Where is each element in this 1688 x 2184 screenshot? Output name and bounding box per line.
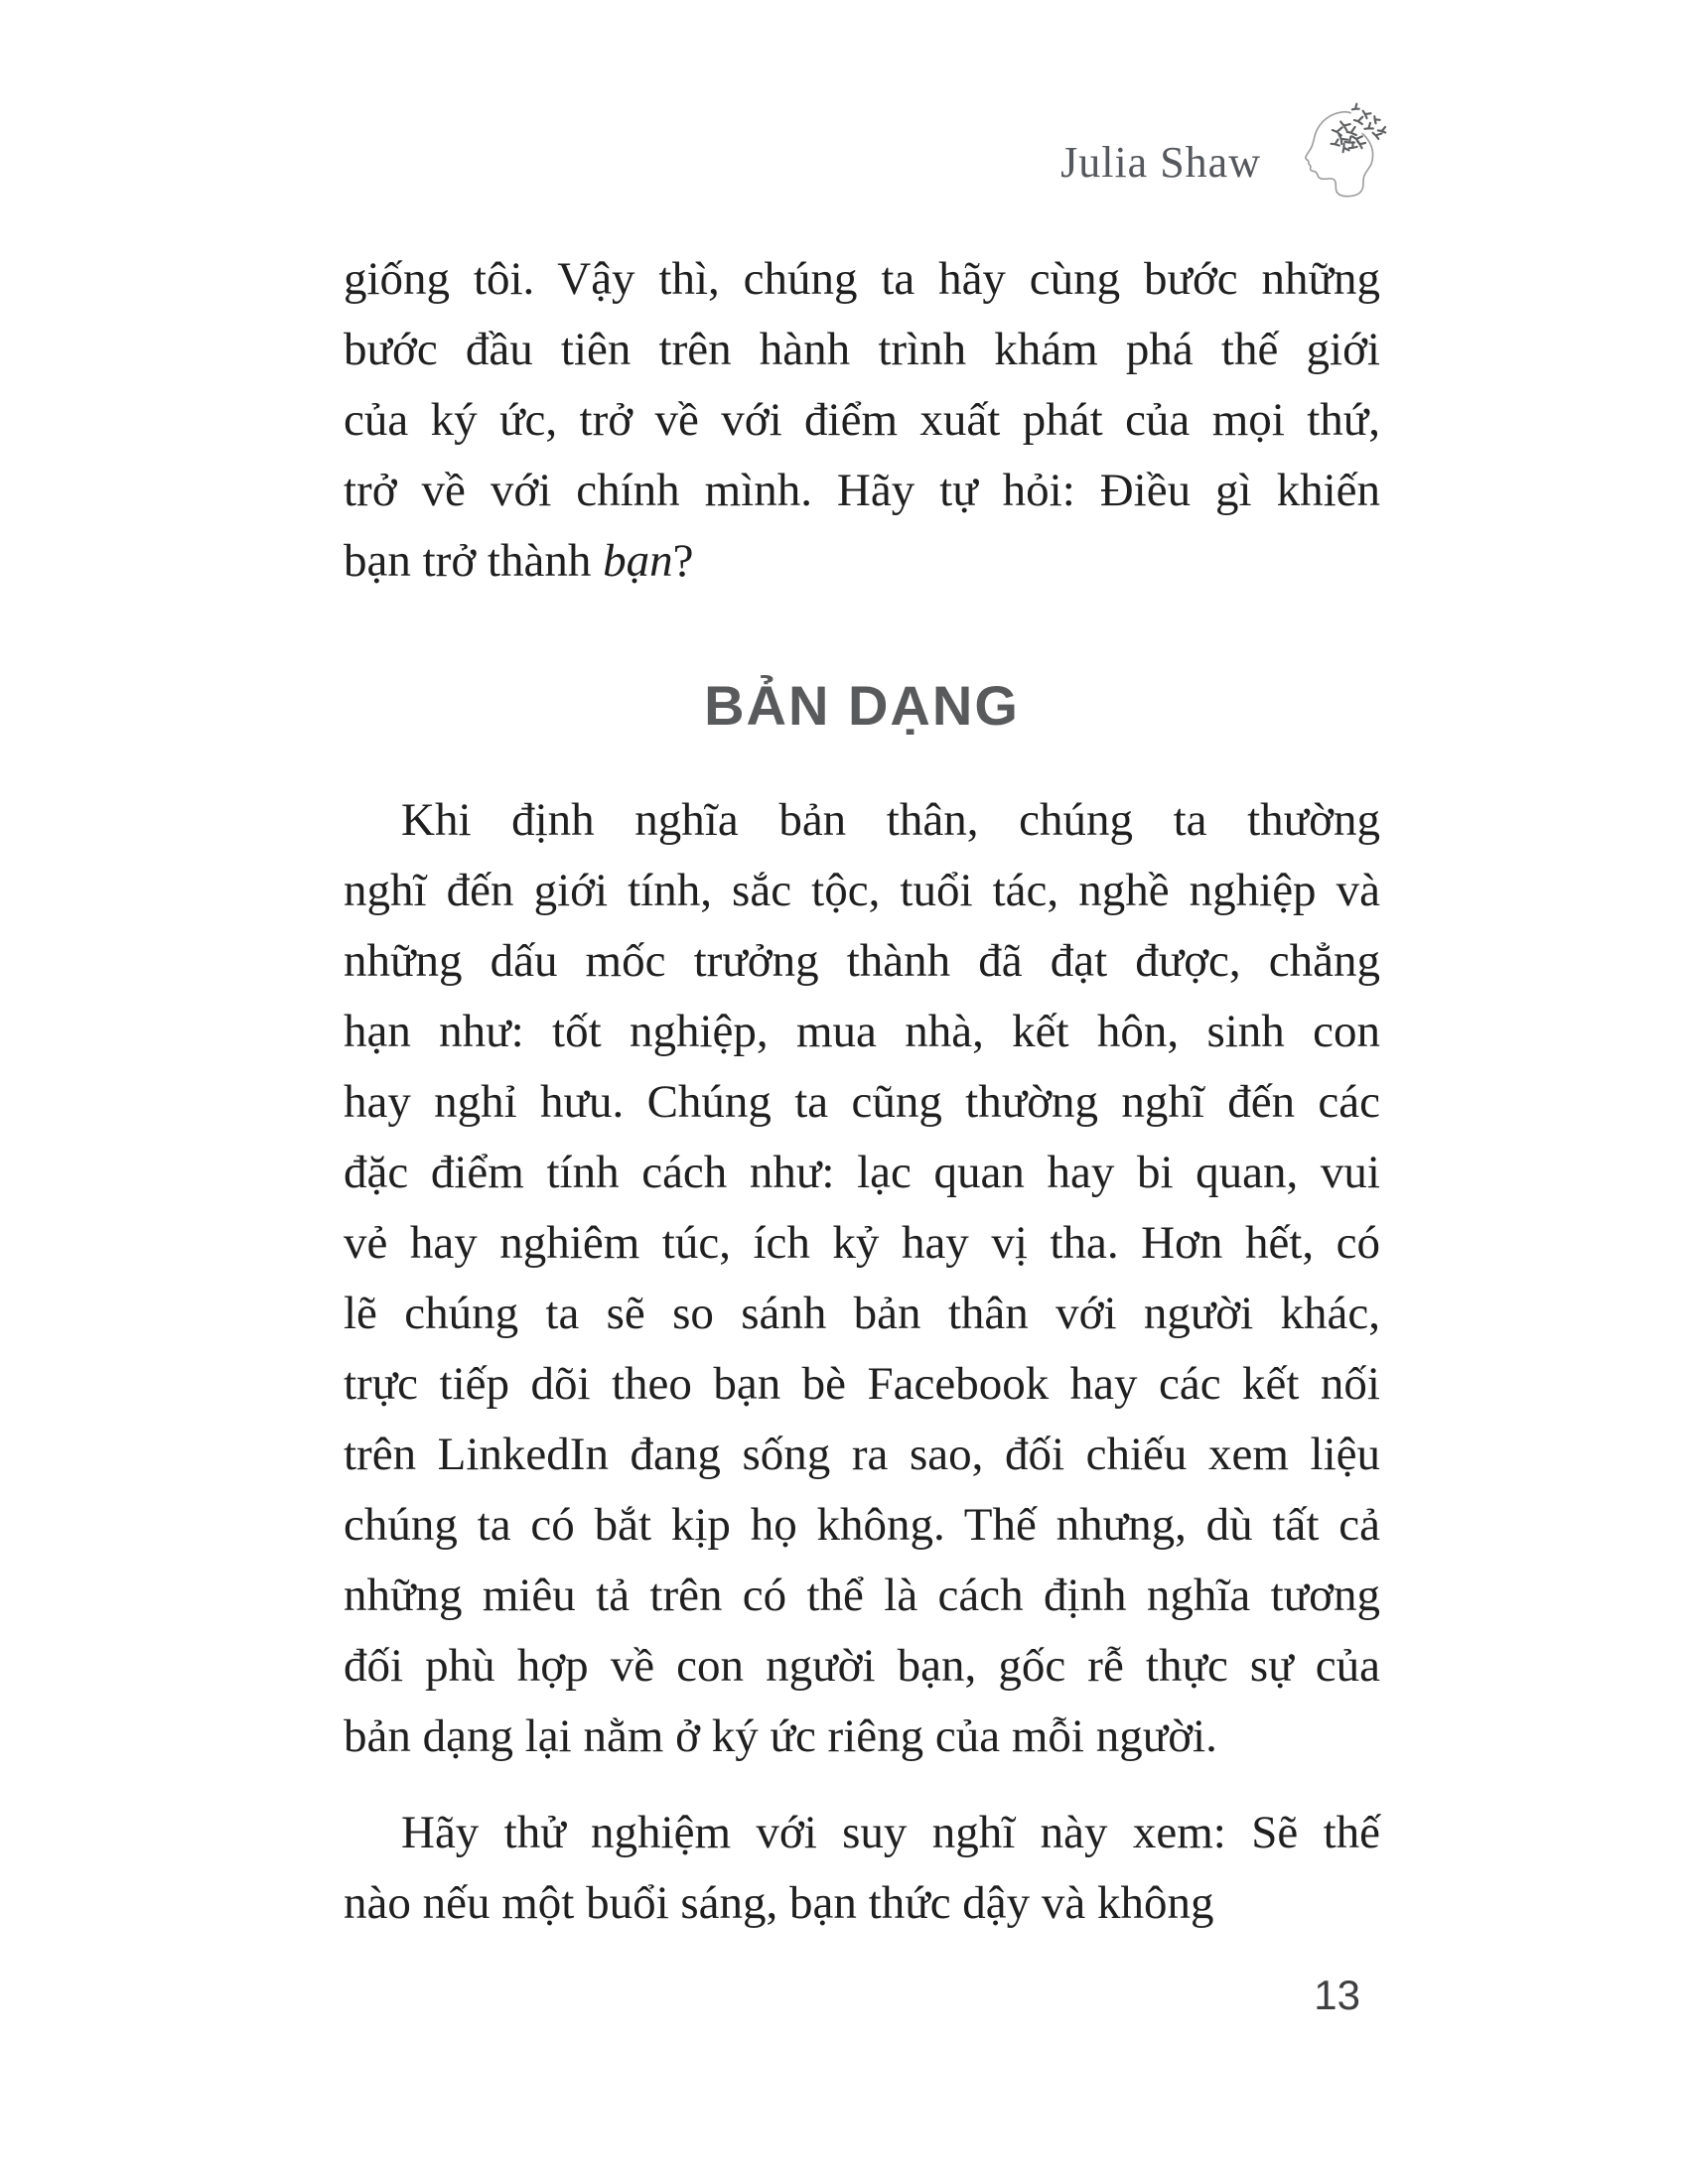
section-heading: BẢN DẠNG bbox=[704, 674, 1020, 737]
paragraph bbox=[344, 1798, 1380, 1939]
text-line: vẻ hay nghiêm túc, ích kỷ hay vị tha. Hơn hết, có bbox=[344, 1217, 1380, 1269]
page-number: 13 bbox=[1314, 1972, 1360, 2018]
text-line: đối phù hợp về con người bạn, gốc rễ thực sự của bbox=[344, 1640, 1380, 1692]
body-text-intro bbox=[344, 244, 1380, 597]
text-line: trực tiếp dõi theo bạn bè Facebook hay các kết nối bbox=[344, 1358, 1380, 1410]
text-line: trên LinkedIn đang sống ra sao, đối chiếu xem liệu bbox=[344, 1429, 1380, 1480]
text-line: bản dạng lại nằm ở ký ức riêng của mỗi người. bbox=[344, 1710, 1217, 1762]
text-block bbox=[344, 244, 1380, 1939]
text-line: nghĩ đến giới tính, sắc tộc, tuổi tác, nghề nghiệp và bbox=[344, 865, 1380, 916]
paragraph bbox=[344, 785, 1380, 1772]
running-header bbox=[0, 101, 1388, 208]
text-line: đặc điểm tính cách như: lạc quan hay bi quan, vui bbox=[344, 1147, 1380, 1198]
body-text-main bbox=[344, 785, 1380, 1939]
paragraph bbox=[344, 244, 1380, 597]
text-line: chúng ta có bắt kịp họ không. Thế nhưng, dù tất cả bbox=[344, 1499, 1380, 1551]
text-line: hay nghỉ hưu. Chúng ta cũng thường nghĩ đến các bbox=[344, 1076, 1380, 1128]
text-line: giống tôi. Vậy thì, chúng ta hãy cùng bước những bbox=[344, 253, 1380, 305]
text-line: Hãy thử nghiệm với suy nghĩ này xem: Sẽ thế bbox=[401, 1807, 1380, 1858]
text-line: hạn như: tốt nghiệp, mua nhà, kết hôn, sinh con bbox=[344, 1006, 1380, 1057]
text-line: lẽ chúng ta sẽ so sánh bản thân với người khác, bbox=[344, 1288, 1380, 1339]
head-profile-with-birds-icon bbox=[1291, 101, 1388, 208]
text-line: bước đầu tiên trên hành trình khám phá thế giới bbox=[344, 324, 1380, 375]
text-line: nào nếu một buổi sáng, bạn thức dậy và không bbox=[344, 1877, 1214, 1929]
text-line: những dấu mốc trưởng thành đã đạt được, chẳng bbox=[344, 935, 1380, 987]
text-line: những miêu tả trên có thể là cách định nghĩa tương bbox=[344, 1570, 1380, 1621]
author-name: Julia Shaw bbox=[1060, 137, 1261, 187]
text-line: bạn trở thành bạn? bbox=[344, 535, 694, 587]
text-line: của ký ức, trở về với điểm xuất phát của mọi thứ, bbox=[344, 394, 1380, 446]
text-line: trở về với chính mình. Hãy tự hỏi: Điều gì khiến bbox=[344, 465, 1380, 516]
text-line: Khi định nghĩa bản thân, chúng ta thường bbox=[401, 794, 1380, 846]
